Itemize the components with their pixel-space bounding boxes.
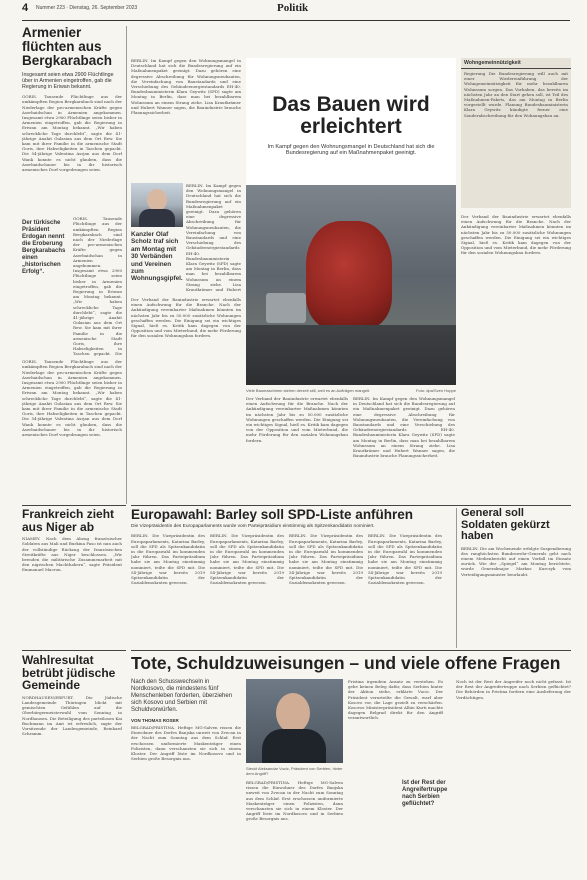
portrait-caption: Kanzler Olaf Scholz traf sich am Montag mit 30 Verbänden und Vereinen zum Wohnungsgipfel. [131, 231, 183, 283]
article-title: General soll Soldaten gekürzt haben [461, 507, 550, 543]
article-body: BERLIN. Die am Wochenende erfolgte Suspendierung des ranghöchsten Bundeswehr-Generals geht nach einem Medienbericht auf einen Vorfall im Einsatz zurück. Wie der „Spiegel“ am Montag berichtete, wurde Generalmajor Markus Kurczyk vom Verteidigungsminister beurlaubt. [461, 545, 571, 577]
vucic-photo [246, 679, 343, 763]
bauen-lower-columns [246, 396, 456, 502]
page-number: 4 [22, 2, 29, 14]
photo-credit: Foto: dpa/Sven Hoppe [415, 388, 456, 393]
armenien-article [22, 26, 122, 579]
article-subtitle: Im Kampf gegen den Wohnungsmangel in Deutschland hat sich die Bundesregierung auf ein Maßnahmenpaket geeinigt. [267, 144, 435, 157]
article-author: VON THOMAS ROSER [131, 718, 179, 723]
kosovo-left-column [131, 679, 241, 845]
article-lead: Die Vizepräsidentin des Europaparlaments wurde vom Parteipräsidium einstimmig als Spitzenkandidatin nominiert. [131, 524, 375, 530]
article-body: BERLIN. Die Vizepräsidentin des Europaparlaments, Katarina Barley, soll die SPD als Spitzenkandidatin in die Europawahl im kommenden Jahr führen. Das Parteipräsidium habe sie am Montag einstimmig nominiert, teilte die SPD mit. Die 54-Jährige war bereits 2019 Spitzenkandidatin der Sozialdemokraten gewesen. [131, 533, 205, 586]
issue-info: Nummer 223 · Dienstag, 26. September 2023 [36, 5, 138, 11]
info-box-heading: Wohngemeinnützigkeit [461, 58, 571, 69]
kosovo-article [131, 654, 571, 672]
article-body-col4: BERLIN. Die Vizepräsidentin des Europaparlaments, Katarina Barley, soll die SPD als Spitzenkandidatin in die Europawahl im kommenden Jahr führen. Das Parteipräsidium habe sie am Montag einstimmig nominiert, teilte die SPD mit. Die 54-Jährige war bereits 2019 Spitzenkandidatin der Sozialdemokraten gewesen. [368, 533, 442, 586]
info-box [461, 58, 571, 208]
article-title: Europawahl: Barley soll SPD-Liste anführen [131, 507, 414, 522]
article-body: BERLIN. Im Kampf gegen den Wohnungsmangel in Deutschland hat sich die Bundesregierung auf ein Maßnahmenpaket geeinigt. Dazu gehören eine degressive Abschreibung für Wohnungsneubauten, die Vereinfachung von Baustandards und eine Verschiebung des Gebäudeenergiestandards EH-40. Bundesbauministerin Klara Geywitz (SPD) sagte am Montag in Berlin, dass man bei bezahlbarem Wohnraum an einem Strang ziehe. Lisa Krautkrämer und Hubert Wanner sagen, die Bauindustrie brauche Planungssicherheit. [131, 58, 241, 116]
article-body-continued: GORIS. Tausende Flüchtlinge aus der umkämpften Region Bergkarabach sind nach der Niederlage der pro-armenischen Kräfte gegen Aserbaidschan in Armenien angekommen. Insgesamt etwa 2900 Flüchtlinge seien bisher in Armenien eingetroffen, gab die Regierung in Eriwan am Montag bekannt. „Wir haben schreckliche Tage durchlebt“, sagte die 41-jährige Anahit Gulasian aus dem Ort Rew. Sie kam mit ihrer Familie in die armenische Stadt Goris, ihre Habseligkeiten in Taschen gepackt. Die [73, 216, 122, 357]
wahlresultat-article [22, 654, 122, 880]
bauen-column-1 [131, 58, 241, 519]
article-title: Tote, Schuldzuweisungen – und viele offene Fragen [131, 653, 561, 673]
article-body-col3: BERLIN. Die Vizepräsidentin des Europaparlaments, Katarina Barley, soll die SPD als Spitzenkandidatin in die Europawahl im kommenden Jahr führen. Das Parteipräsidium habe sie am Montag einstimmig nominiert, teilte die SPD mit. Die 54-Jährige war bereits 2019 Spitzenkandidatin der Sozialdemokraten gewesen. [289, 533, 363, 586]
article-lead: Insgesamt seien etwa 2900 Flüchtlinge über in Armenien eingetroffen, gab die Regierung in Eriwan bekannt. [22, 71, 114, 90]
article-body-col4: Noch ist der Rest der Angreifer noch nicht gefasst. Ist der Rest der Angreifertruppe nach Serbien geflüchtet? Die Behörden in Pristina fordern eine Auslieferung der Verdächtigen. [456, 679, 571, 700]
article-body: NORDHAUSEN/ERFURT. Die Jüdische Landesgemeinde Thüringen blickt mit gemischten Gefühlen auf die Oberbürgermeisterwahl vom Sonntag in Nordhausen. Die Beteiligung des parteilosen Kai Buchmann im Amt ist erfreulich, sagte der Vorsitzende der Landesgemeinde, Reinhard Schramm. [22, 694, 122, 737]
photo-caption: Steckt Aleksandar Vucic, Präsident von Serbien, hinter dem Angriff? [246, 766, 343, 776]
article-body: NIAMEY. Nach dem Abzug französischer Soldaten aus Mali und Burkina Faso ist nun auch der vollständige Rückzug der französischen Streitkräfte aus Niger beschlossen. „Wir beenden die militärische Zusammenarbeit mit den nigrischen Machthabern“, sagte Präsident Emmanuel Macron. [22, 536, 122, 573]
bauen-column-right: Der Verband der Bauindustrie erwartet ebenfalls einen Aufschwung für die Branche. Nach der Ankündigung vereinbarter Maßnahmen könnten im nächsten Jahr bis zu 50.000 zusätzliche Wohnungen geschaffen werden. Die Einigung sei ein wichtiges Signal, hieß es. Kritik kam dagegen von der Opposition und vom Mieterbund, die mehr Förderung für den sozialen Wohnungsbau fordern. [461, 214, 571, 256]
article-body-more: Der Verband der Bauindustrie erwartet ebenfalls einen Aufschwung für die Branche. Nach der Ankündigung vereinbarter Maßnahmen könnten im nächsten Jahr bis zu 50.000 zusätzliche Wohnungen geschaffen werden. Die Einigung sei ein wichtiges Signal, hieß es. Kritik kam dagegen von der Opposition und vom Mieterbund, die mehr Förderung für den sozialen Wohnungsbau fordern. [131, 297, 241, 339]
article-body-continued: BELGRAD/PRISTINA. Heftige MG-Salven rissen die Einwohner des Dorfes Banjska unweit von Zvecan in der Nacht zum Sonntag aus dem Schlaf. Erst erschossen uniformierte Maskenträger einen Polizisten, dann verschanzten sie sich in einem Kloster. Der Angriff löste im Nordkosovo und in Serbien große Besorgnis aus. [246, 780, 343, 822]
frankreich-article [22, 508, 122, 644]
article-title: Das Bauen wird erleichtert [272, 93, 430, 139]
pull-quote: Der türkische Präsident Erdogan nennt die Eroberung Bergkarabachs einen „historischen Erfolg“. [22, 220, 66, 276]
page-header [22, 2, 570, 21]
europawahl-article [131, 508, 451, 645]
soldaten-article [461, 508, 571, 654]
article-body-continued: BERLIN. Im Kampf gegen den Wohnungsmangel in Deutschland hat sich die Bundesregierung auf ein Maßnahmenpaket geeinigt. Dazu gehören eine degressive Abschreibung für Wohnungsneubauten, die Vereinfachung von Baustandards und eine Verschiebung des Gebäudeenergiestandards EH-40. Bundesbauministerin Klara Geywitz (SPD) sagte am Montag in Berlin, dass man bei bezahlbarem Wohnraum an einem Strang ziehe. Lisa Krautkrämer und Hubert Wanner sagen, die Bauindustrie brauche Planungssicherheit. [353, 396, 455, 459]
scholz-portrait [131, 183, 183, 227]
article-body-continued: BERLIN. Im Kampf gegen den Wohnungsmangel in Deutschland hat sich die Bundesregierung auf ein Maßnahmenpaket geeinigt. Dazu gehören eine degressive Abschreibung für Wohnungsneubauten, die Vereinfachung von Baustandards und eine Verschiebung des Gebäudeenergiestandards EH-40. Bundesbauministerin Klara Geywitz (SPD) sagte am Montag in Berlin, dass man bei bezahlbarem Wohnraum an einem Strang ziehe. Lisa Krautkrämer und Hubert [186, 183, 241, 293]
article-body-col3: Pristina irgendein Ansatz zu verstehen. Es gebe keinen Beleg dafür, dass Serbien hinter der Aktion stehe, erklärte Vucic. Der Präsident verurteilte die Gewalt, warf aber Kosovo vor, die Lage gezielt zu verschärfen. Kosovos Ministerpräsident Albin Kurti machte dagegen Belgrad direkt für den Angriff verantwortlich. [348, 679, 443, 721]
article-body: BELGRAD/PRISTINA. Heftige MG-Salven rissen die Einwohner des Dorfes Banjska unweit von Zvecan in der Nacht zum Sonntag aus dem Schlaf. Erst erschossen uniformierte Maskenträger einen Polizisten, dann verschanzten sie sich in einem Kloster. Der Angriff löste im Nordkosovo und in Serbien große Besorgnis aus. [131, 725, 241, 762]
article-title: Wahlresultat betrübt jüdische Gemeinde [22, 653, 116, 693]
article-lead: Nach den Schusswechseln in Nordkosovo, die mindestens fünf Menschenleben forderten, überziehen sich Kosovo und Serbien mit Schuldvorwürfen. [131, 679, 233, 713]
article-title: Armenier flüchten aus Bergkarabach [22, 25, 113, 69]
article-body-col2: BERLIN. Die Vizepräsidentin des Europaparlaments, Katarina Barley, soll die SPD als Spitzenkandidatin in die Europawahl im kommenden Jahr führen. Das Parteipräsidium habe sie am Montag einstimmig nominiert, teilte die SPD mit. Die 54-Jährige war bereits 2019 Spitzenkandidatin der Sozialdemokraten gewesen. [210, 533, 284, 586]
article-body: GORIS. Tausende Flüchtlinge aus der umkämpften Region Bergkarabach sind nach der Niederlage der pro-armenischen Kräfte gegen Aserbaidschan in Armenien angekommen. Insgesamt etwa 2900 Flüchtlinge seien bisher in Armenien eingetroffen, gab die Regierung in Eriwan am Montag bekannt. „Wir haben schreckliche Tage durchlebt“, sagte die 41-jährige Anahit Gulasian aus dem Ort Rew. Sie kam mit ihrer Familie in die armenische Stadt Goris, ihre Habseligkeiten in Taschen gepackt. Die 54-jährige Valentina Asrjan aus dem Dorf Wank konnte es nicht glauben, dass die Aserbaidschaner bis in ihr historisch armenisches Dorf vorgedrungen seien. [22, 94, 122, 172]
section-title: Politik [277, 2, 309, 14]
construction-photo [246, 185, 456, 385]
article-body: Der Verband der Bauindustrie erwartet ebenfalls einen Aufschwung für die Branche. Nach der Ankündigung vereinbarter Maßnahmen könnten im nächsten Jahr bis zu 50.000 zusätzliche Wohnungen geschaffen werden. Die Einigung sei ein wichtiges Signal, hieß es. Kritik kam dagegen von der Opposition und vom Mieterbund, die mehr Förderung für den sozialen Wohnungsbau fordern. [246, 396, 348, 443]
info-box-body: Regierung Die Bundesregierung will auch mit einer Wiedereinführung der Wohngemeinnützigkeit für mehr bezahlbaren Wohnraum sorgen. Das Vorhaben, das bereits im nächsten Jahr an den Start gehen soll, ist Teil des Maßnahmen-Pakets, das am Montag in Berlin vorgestellt wurde. Planung Bundesbauministerin Klara Geywitz kündigte ferner eine Sonderabschreibung für den Wohnungsbau an. [464, 71, 568, 118]
article-title: Frankreich zieht aus Niger ab [22, 507, 115, 534]
pull-quote: Ist der Rest der Angreifertruppe nach Serbien geflüchtet? [400, 778, 456, 810]
article-body-more: GORIS. Tausende Flüchtlinge aus der umkämpften Region Bergkarabach sind nach der Niederlage der pro-armenischen Kräfte gegen Aserbaidschan in Armenien angekommen. Insgesamt etwa 2900 Flüchtlinge seien bisher in Armenien eingetroffen, gab die Regierung in Eriwan am Montag bekannt. „Wir haben schreckliche Tage durchlebt“, sagte die 41-jährige Anahit Gulasian aus dem Ort Rew. Sie kam mit ihrer Familie in die armenische Stadt Goris, ihre Habseligkeiten in Taschen gepackt. Die 54-jährige Valentina Asrjan aus dem Dorf Wank konnte es nicht glauben, dass die Aserbaidschaner bis in ihr historisch armenisches Dorf vorgedrungen seien. [22, 359, 122, 437]
photo-caption: Viele Baumaschinen stehen derzeit still, weil es an Aufträgen mangelt. [246, 388, 371, 393]
